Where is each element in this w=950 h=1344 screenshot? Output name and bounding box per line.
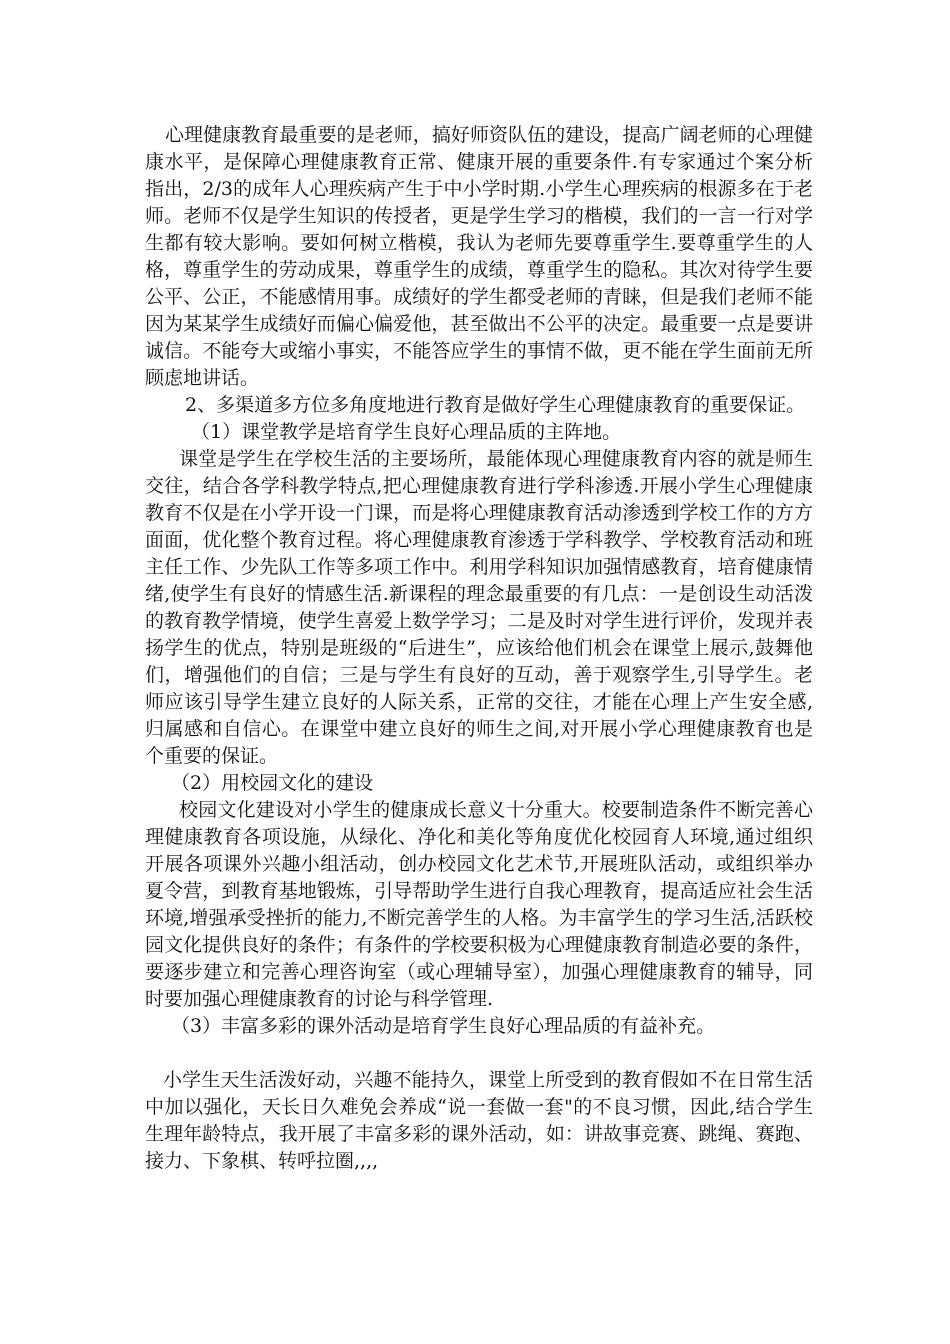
- document-body: [145, 122, 813, 1175]
- paragraph-teacher-role: 心理健康教育最重要的是老师，搞好师资队伍的建设，提高广阔老师的心理健康水平，是保障心理健康教育正常、健康开展的重要条件.有专家通过个案分析指出，2/3的成年人心理疾病产生于中小学时期.小学生心理疾病的根源多在于老师。老师不仅是学生知识的传授者，更是学生学习的楷模，我们的一言一行对学生都有较大影响。要如何树立楷模，我认为老师先要尊重学生.要尊重学生的人格，尊重学生的劳动成果，尊重学生的成绩，尊重学生的隐私。其次对待学生要公平、公正，不能感情用事。成绩好的学生都受老师的青睐，但是我们老师不能因为某某学生成绩好而偏心偏爱他，甚至做出不公平的决定。最重要一点是要讲诚信。不能夸大或缩小事实，不能答应学生的事情不做，更不能在学生面前无所顾虑地讲话。: [145, 124, 813, 389]
- paragraph-extracurricular-activities: 小学生天生活泼好动，兴趣不能持久，课堂上所受到的教育假如不在日常生活中加以强化，天长日久难免会养成“说一套做一套"的不良习惯，因此,结合学生生理年龄特点，我开展了丰富多彩的课外活动，如：讲故事竞赛、跳绳、赛跑、接力、下象棋、转呼拉圈,,,,: [145, 1069, 813, 1172]
- paragraph-subsection-3-heading: （3）丰富多彩的课外活动是培育学生良好心理品质的有益补充。: [171, 1015, 716, 1037]
- paragraph-subsection-2-heading: （2）用校园文化的建设: [171, 772, 374, 794]
- paragraph-subsection-1-heading: （1）课堂教学是培育学生良好心理品质的主阵地。: [191, 421, 622, 443]
- paragraph-classroom-teaching: 课堂是学生在学校生活的主要场所，最能体现心理健康教育内容的就是师生交往，结合各学科教学特点,把心理健康教育进行学科渗透.开展小学生心理健康教育不仅是在小学开设一门课，而是将心理健康教育活动渗透到学校工作的方方面面，优化整个教育过程。将心理健康教育渗透于学科教学、学校教育活动和班主任工作、少先队工作等多项工作中。利用学科知识加强情感教育，培育健康情绪,使学生有良好的情感生活.新课程的理念最重要的有几点：一是创设生动活泼的教育教学情境，使学生喜爱上数学学习；二是及时对学生进行评价，发现并表扬学生的优点，特别是班级的“后进生”，应该给他们机会在课堂上展示,鼓舞他们，增强他们的自信；三是与学生有良好的互动，善于观察学生,引导学生。老师应该引导学生建立良好的人际关系，正常的交往，才能在心理上产生安全感,归属感和自信心。在课堂中建立良好的师生之间,对开展小学心理健康教育也是个重要的保证。: [145, 448, 813, 767]
- paragraph-campus-culture: 校园文化建设对小学生的健康成长意义十分重大。校要制造条件不断完善心理健康教育各项设施，从绿化、净化和美化等角度优化校园育人环境,通过组织开展各项课外兴趣小组活动，创办校园文化艺术节,开展班队活动，或组织举办夏令营，到教育基地锻炼，引导帮助学生进行自我心理教育，提高适应社会生活环境,增强承受挫折的能力,不断完善学生的人格。为丰富学生的学习生活,活跃校园文化提供良好的条件；有条件的学校要积极为心理健康教育制造必要的条件，要逐步建立和完善心理咨询室（或心理辅导室），加强心理健康教育的辅导，同时要加强心理健康教育的讨论与科学管理.: [145, 799, 813, 1010]
- paragraph-section-2-heading: 2、多渠道多方位多角度地进行教育是做好学生心理健康教育的重要保证。: [185, 394, 806, 416]
